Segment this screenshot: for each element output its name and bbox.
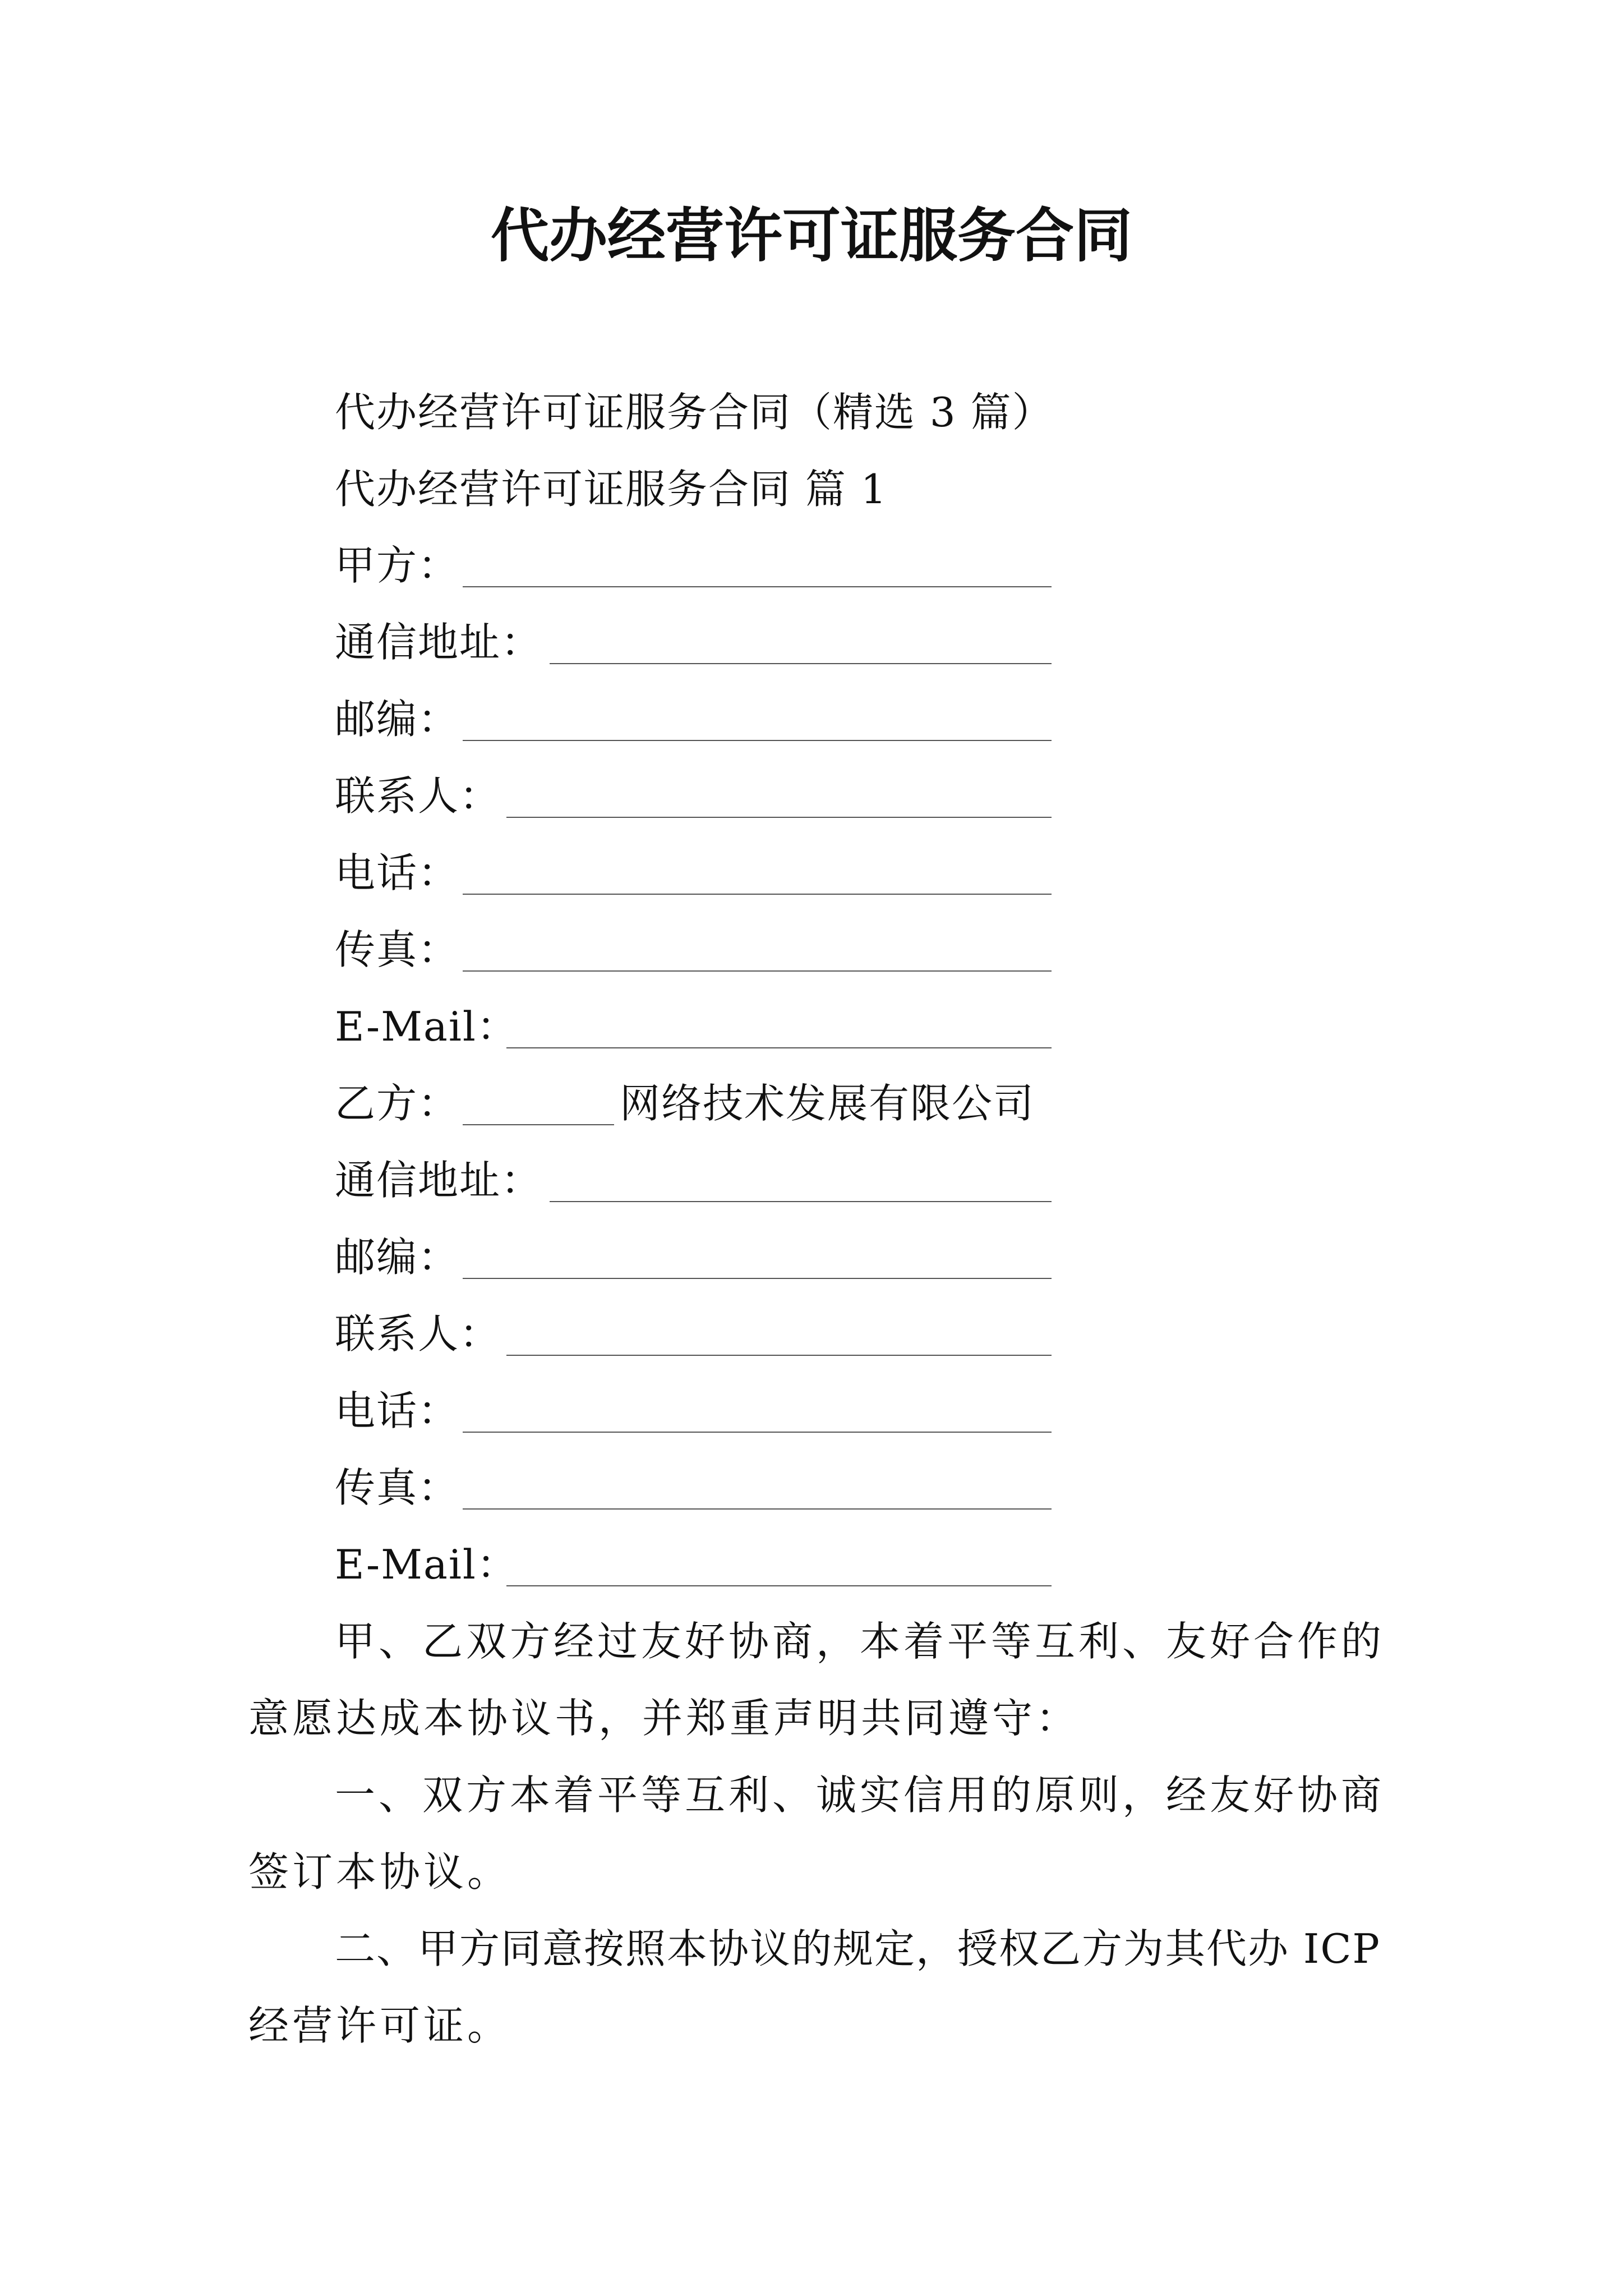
party-a-postcode-label: 邮编： <box>335 696 460 743</box>
party-b-email-blank <box>506 1585 1052 1586</box>
party-a-phone-blank <box>463 894 1052 895</box>
party-b-phone-blank <box>463 1432 1052 1433</box>
party-a-name-blank <box>463 586 1052 587</box>
party-a-address-blank <box>550 663 1052 664</box>
party-a-postcode-blank <box>463 740 1052 741</box>
party-b-contact-blank <box>506 1355 1052 1356</box>
party-a-email-blank <box>506 1047 1052 1048</box>
party-b-contact-label: 联系人： <box>335 1310 501 1358</box>
party-b-phone-label: 电话： <box>335 1387 460 1434</box>
clause-2-line-1: 二、甲方同意按照本协议的规定，授权乙方为其代办 ICP <box>335 1925 1381 1972</box>
party-b-name-label: 乙方： <box>335 1080 460 1127</box>
clause-1-line-1: 一、双方本着平等互利、诚实信用的原则，经友好协商 <box>335 1772 1385 1819</box>
party-a-contact-blank <box>506 817 1052 818</box>
document-subtitle: 代办经营许可证服务合同（精选 3 篇） <box>335 389 1054 436</box>
clause-2-line-2: 经营许可证。 <box>248 2002 511 2049</box>
party-a-email-label: E-Mail： <box>335 1003 518 1050</box>
party-b-email-label: E-Mail： <box>335 1541 518 1588</box>
party-b-postcode-label: 邮编： <box>335 1234 460 1281</box>
party-a-fax-label: 传真： <box>335 926 460 973</box>
party-b-name-suffix: 网络技术发展有限公司 <box>620 1080 1035 1127</box>
clause-1-line-2: 签订本协议。 <box>248 1848 511 1895</box>
party-a-fax-blank <box>463 970 1052 972</box>
intro-line-1: 甲、乙双方经过友好协商，本着平等互利、友好合作的 <box>335 1618 1385 1665</box>
section-heading: 代办经营许可证服务合同 篇 1 <box>335 466 888 513</box>
party-b-address-label: 通信地址： <box>335 1157 543 1204</box>
party-a-address-label: 通信地址： <box>335 619 543 666</box>
party-a-name-label: 甲方： <box>335 542 460 589</box>
document-title: 代办经营许可证服务合同 <box>490 201 1132 270</box>
party-b-address-blank <box>550 1201 1052 1202</box>
party-b-postcode-blank <box>463 1278 1052 1279</box>
intro-line-2: 意愿达成本协议书，并郑重声明共同遵守： <box>248 1695 1080 1742</box>
party-b-name-blank <box>463 1124 614 1125</box>
party-a-phone-label: 电话： <box>335 849 460 896</box>
party-b-fax-blank <box>463 1508 1052 1510</box>
party-b-fax-label: 传真： <box>335 1464 460 1511</box>
party-a-contact-label: 联系人： <box>335 772 501 820</box>
